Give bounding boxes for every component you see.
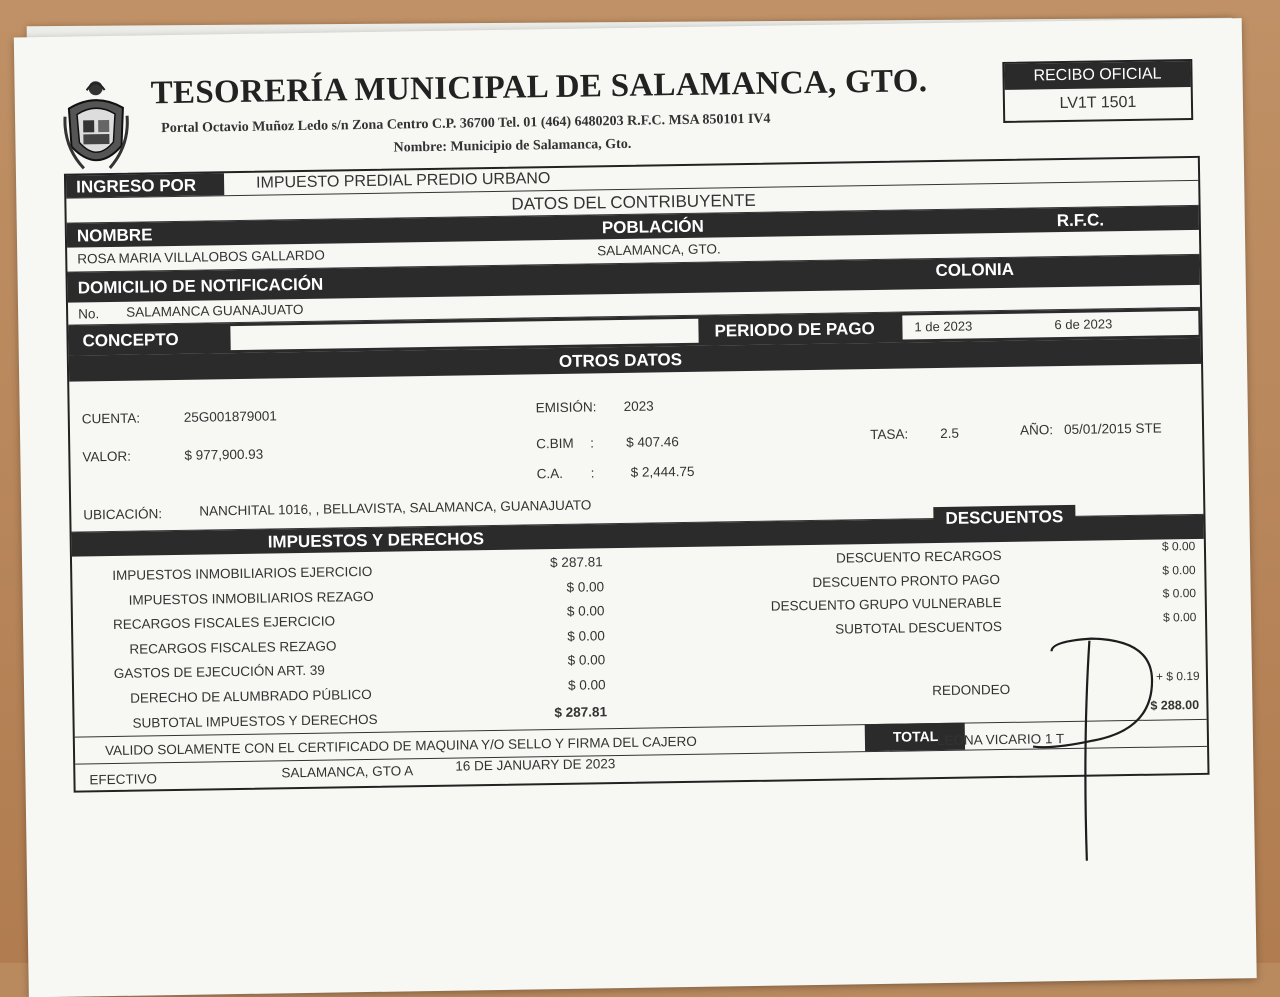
impuesto-label: DERECHO DE ALUMBRADO PÚBLICO [130, 686, 372, 706]
impuesto-label: RECARGOS FISCALES REZAGO [129, 637, 337, 657]
impuesto-label: IMPUESTOS INMOBILIARIOS REZAGO [128, 588, 374, 608]
poblacion-label: POBLACIÓN [601, 216, 704, 238]
datos-title: DATOS DEL CONTRIBUYENTE [511, 190, 756, 214]
recibo-oficial-box [1002, 59, 1193, 123]
descuento-label: SUBTOTAL DESCUENTOS [835, 618, 1003, 637]
cbim-colon: : [590, 435, 595, 451]
periodo-from: 1 de 2023 [914, 318, 973, 335]
emision-value: 2023 [623, 398, 654, 414]
periodo-to: 6 de 2023 [1054, 316, 1113, 333]
nombre-label: NOMBRE [76, 225, 153, 246]
colonia-label: COLONIA [935, 259, 1015, 281]
efectivo-text: EFECTIVO [89, 771, 158, 788]
ingreso-label: INGRESO POR [75, 175, 197, 197]
tasa-label: TASA: [870, 426, 909, 443]
impuesto-label: GASTOS DE EJECUCIÓN ART. 39 [113, 662, 325, 681]
descuento-value: $ 0.00 [1162, 609, 1197, 624]
treasury-name-line: Nombre: Municipio de Salamanca, Gto. [393, 136, 632, 156]
impuesto-value: $ 0.00 [567, 652, 606, 668]
subtotal-impuestos-label: SUBTOTAL IMPUESTOS Y DERECHOS [132, 711, 378, 731]
subtotal-impuestos-value: $ 287.81 [554, 704, 608, 721]
domicilio-label: DOMICILIO DE NOTIFICACIÓN [77, 274, 324, 298]
impuestos-title: IMPUESTOS Y DERECHOS [267, 529, 485, 552]
descuento-value: $ 0.00 [1162, 562, 1196, 577]
impuesto-label: IMPUESTOS INMOBILIARIOS EJERCICIO [112, 563, 373, 583]
fecha-text: 16 DE JANUARY DE 2023 [455, 756, 616, 774]
impuesto-value: $ 0.00 [566, 603, 605, 619]
descuento-label: DESCUENTO GRUPO VULNERABLE [770, 595, 1002, 614]
recibo-number: LV1T 1501 [1059, 93, 1137, 113]
nombre-value: ROSA MARIA VILLALOBOS GALLARDO [77, 247, 325, 267]
concepto-label: CONCEPTO [82, 329, 179, 351]
recibo-label: RECIBO OFICIAL [1004, 61, 1190, 90]
total-label: TOTAL [892, 728, 939, 745]
lugar-text: SALAMANCA, GTO A [281, 763, 414, 781]
impuesto-label: RECARGOS FISCALES EJERCICIO [112, 613, 336, 632]
cajero-text: LEONA VICARIO 1 T [936, 731, 1065, 749]
cuenta-value: 25G001879001 [183, 408, 277, 425]
emision-label: EMISIÓN: [535, 399, 597, 416]
otros-datos-title: OTROS DATOS [558, 350, 683, 371]
ca-colon: : [590, 465, 595, 481]
cbim-label: C.BIM [536, 435, 574, 452]
tasa-value: 2.5 [940, 425, 960, 441]
domicilio-value: SALAMANCA GUANAJUATO [126, 301, 304, 320]
impuesto-value: $ 0.00 [567, 627, 605, 644]
concepto-field [230, 319, 698, 350]
anio-value: 05/01/2015 STE [1063, 420, 1162, 438]
valor-label: VALOR: [82, 448, 132, 465]
cbim-value: $ 407.46 [626, 434, 679, 450]
descuento-label: DESCUENTO PRONTO PAGO [812, 571, 1001, 590]
descuento-value: $ 0.00 [1162, 585, 1197, 601]
redondeo-label: REDONDEO [932, 681, 1011, 699]
redondeo-value: + $ 0.19 [1155, 668, 1200, 684]
ca-label: C.A. [536, 465, 564, 482]
ubicacion-label: UBICACIÓN: [83, 506, 163, 523]
descuentos-title: DESCUENTOS [933, 505, 1075, 531]
periodo-label: PERIODO DE PAGO [714, 318, 875, 341]
treasury-title: TESORERÍA MUNICIPAL DE SALAMANCA, GTO. [150, 63, 928, 112]
anio-label: AÑO: [1019, 422, 1054, 438]
valido-text: VALIDO SOLAMENTE CON EL CERTIFICADO DE MAQUINA Y/O SELLO Y FIRMA DEL CAJERO [104, 733, 697, 759]
treasury-address: Portal Octavio Muñoz Ledo s/n Zona Centro C.P. 36700 Tel. 01 (464) 6480203 R.F.C. MSA 850101 IV4 [161, 111, 771, 137]
cuenta-label: CUENTA: [81, 410, 141, 427]
no-label: No. [78, 306, 100, 322]
poblacion-value: SALAMANCA, GTO. [597, 241, 721, 259]
rfc-label: R.F.C. [1056, 210, 1105, 231]
descuento-label: DESCUENTO RECARGOS [835, 548, 1002, 566]
municipal-seal-icon [62, 76, 130, 177]
receipt [62, 59, 1200, 788]
ubicacion-value: NANCHITAL 1016, , BELLAVISTA, SALAMANCA, GUANAJUATO [199, 497, 592, 519]
valor-value: $ 977,900.93 [184, 446, 264, 463]
receipt-paper [14, 18, 1257, 997]
impuesto-value: $ 287.81 [549, 554, 603, 571]
ca-value: $ 2,444.75 [630, 463, 695, 480]
total-value: $ 288.00 [1150, 697, 1200, 713]
descuento-value: $ 0.00 [1161, 538, 1196, 554]
impuesto-value: $ 0.00 [567, 676, 606, 693]
ingreso-value: IMPUESTO PREDIAL PREDIO URBANO [255, 170, 551, 192]
signature-mark [1011, 620, 1165, 882]
impuesto-value: $ 0.00 [566, 578, 605, 595]
